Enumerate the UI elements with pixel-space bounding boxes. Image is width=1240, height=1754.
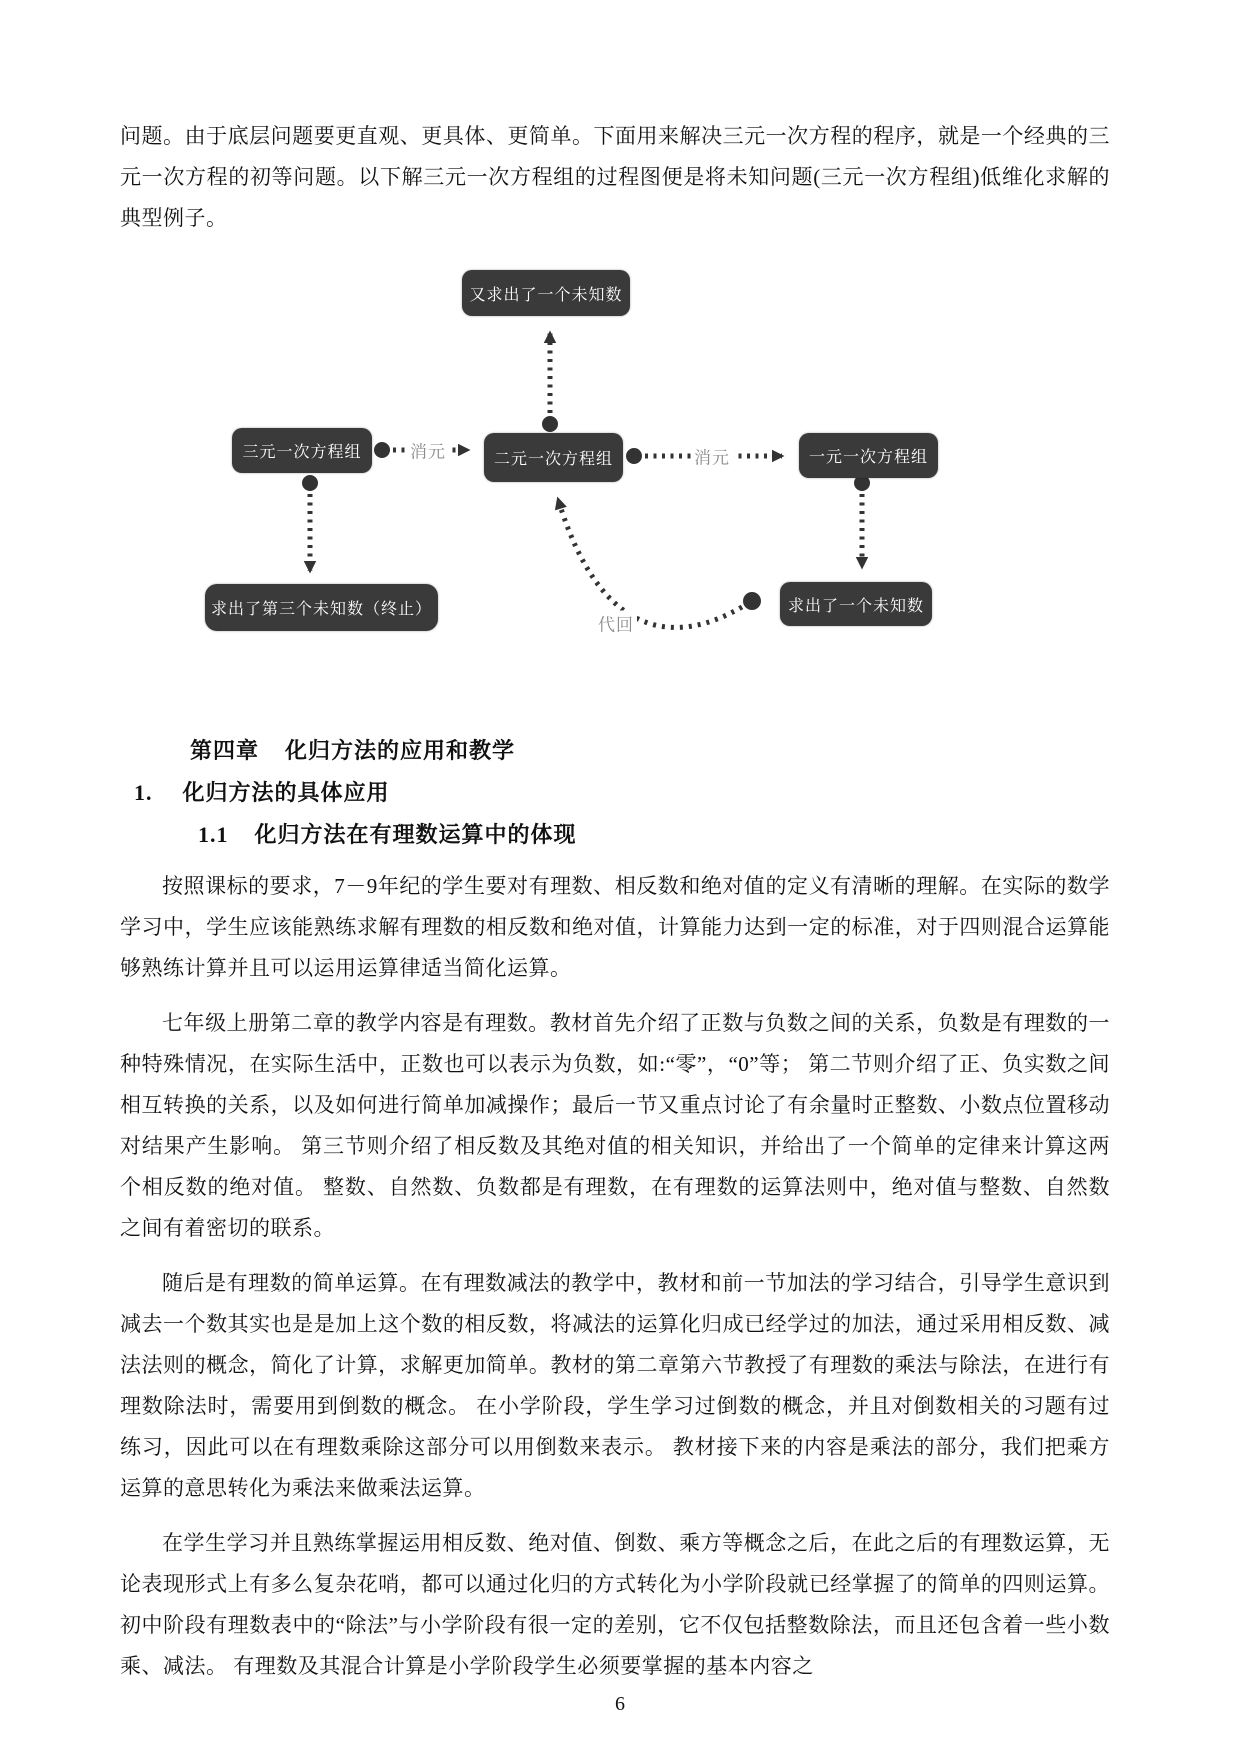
- subsection-number: 1.1: [198, 822, 229, 847]
- connector-dot: [626, 448, 642, 464]
- edge-label-eliminate-1: 消元: [407, 438, 449, 463]
- connector-dot: [743, 592, 761, 610]
- chapter-heading: [190, 734, 1110, 768]
- section-heading: [134, 776, 1110, 810]
- node-solved-third-unknown-end: 求出了第三个未知数（终止）: [205, 584, 438, 631]
- subsection-heading: [198, 818, 1110, 852]
- section-number: 1.: [134, 780, 153, 805]
- node-one-variable-system: 一元一次方程组: [799, 433, 938, 478]
- paragraph-3: 随后是有理数的简单运算。在有理数减法的教学中，教材和前一节加法的学习结合，引导学生意识到减去一个数其实也是是加上这个数的相反数，将减法的运算化归成已经学过的加法，通过采用相反数、减法法则的概念，简化了计算，求解更加简单。教材的第二章第六节教授了有理数的乘法与除法，在进行有理数除法时，需要用到倒数的概念。 在小学阶段，学生学习过倒数的概念，并且对倒数相关的习题有过练习，因此可以在有理数乘除这部分可以用倒数来表示。 教材接下来的内容是乘法的部分，我们把乘方运算的意思转化为乘法来做乘法运算。: [120, 1271, 1110, 1500]
- chapter-number: 第四章: [190, 738, 260, 763]
- edge-label-eliminate-2: 消元: [691, 444, 733, 469]
- connector-dot: [374, 442, 390, 458]
- paragraph-2: 七年级上册第二章的教学内容是有理数。教材首先介绍了正数与负数之间的关系，负数是有理数的一种特殊情况，在实际生活中，正数也可以表示为负数，如:“零”，“0”等； 第二节则介绍了正、负实数之间相互转换的关系，以及如何进行简单加减操作；最后一节又重点讨论了有余量时正整数、小数点位置移动对结果产生影响。 第三节则介绍了相反数及其绝对值的相关知识，并给出了一个简单的定律来计算这两个相反数的绝对值。 整数、自然数、负数都是有理数，在有理数的运算法则中，绝对值与整数、自然数之间有着密切的联系。: [120, 1011, 1110, 1240]
- paragraph-1: 按照课标的要求，7－9年纪的学生要对有理数、相反数和绝对值的定义有清晰的理解。在实际的数学学习中，学生应该能熟练求解有理数的相反数和绝对值，计算能力达到一定的标准，对于四则混合运算能够熟练计算并且可以运用运算律适当简化运算。: [120, 874, 1110, 980]
- intro-paragraph: 问题。由于底层问题要更直观、更具体、更简单。下面用来解决三元一次方程的程序，就是一个经典的三元一次方程的初等问题。以下解三元一次方程组的过程图便是将未知问题(三元一次方程组)低维化求解的典型例子。: [120, 124, 1110, 230]
- paragraph-4: 在学生学习并且熟练掌握运用相反数、绝对值、倒数、乘方等概念之后，在此之后的有理数运算，无论表现形式上有多么复杂花哨，都可以通过化归的方式转化为小学阶段就已经掌握了的简单的四则运算。 初中阶段有理数表中的“除法”与小学阶段有很一定的差别，它不仅包括整数除法，而且还包含着一些小数乘、减法。 有理数及其混合计算是小学阶段学生必须要掌握的基本内容之: [120, 1531, 1110, 1678]
- node-two-variable-system: 二元一次方程组: [484, 433, 623, 482]
- chapter-title: 化归方法的应用和教学: [285, 738, 516, 763]
- connector-dot: [302, 475, 318, 491]
- page-number: 6: [615, 1693, 625, 1715]
- connector-dot: [542, 416, 558, 432]
- arrow-substitute-back: [558, 499, 742, 627]
- section-title: 化归方法的具体应用: [182, 780, 390, 805]
- node-solved-one-unknown: 求出了一个未知数: [780, 582, 932, 626]
- edge-label-substitute-back: 代回: [595, 611, 637, 636]
- node-found-another-unknown: 又求出了一个未知数: [462, 270, 630, 316]
- subsection-title: 化归方法在有理数运算中的体现: [254, 822, 577, 847]
- node-three-variable-system: 三元一次方程组: [232, 428, 372, 473]
- flowchart-diagram: [120, 249, 1110, 654]
